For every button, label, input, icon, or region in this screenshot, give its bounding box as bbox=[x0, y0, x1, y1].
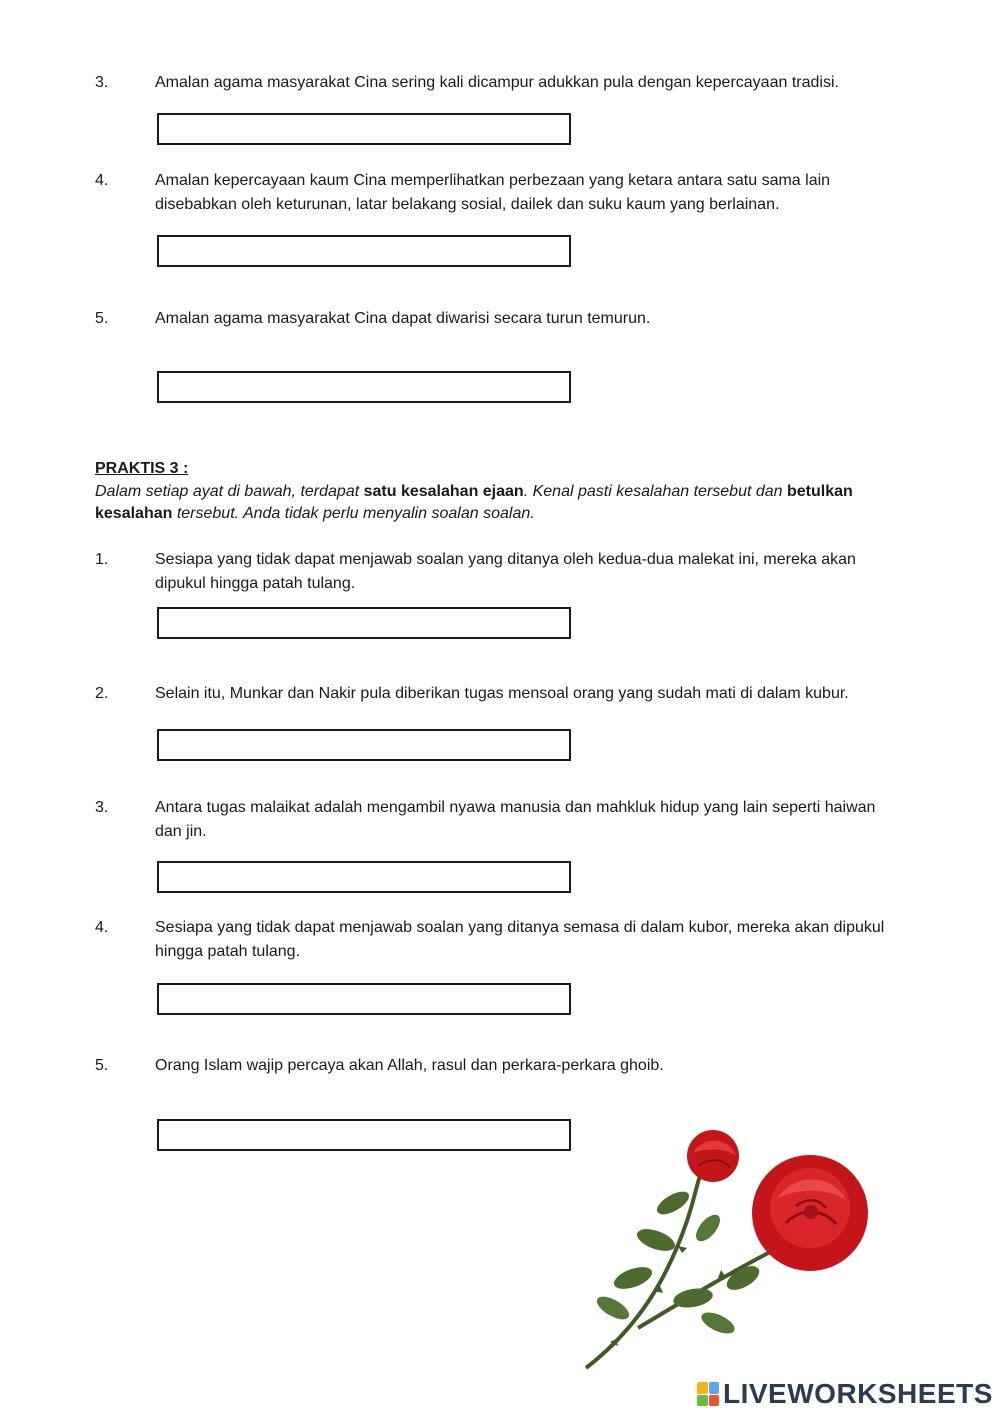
question-number: 3. bbox=[95, 799, 109, 816]
instruction-text: tersebut. Anda tidak perlu menyalin soalan soalan. bbox=[172, 505, 535, 522]
instruction-text: . Kenal pasti kesalahan tersebut dan bbox=[523, 483, 787, 500]
question-text: Amalan kepercayaan kaum Cina memperlihatkan perbezaan yang ketara antara satu sama lain disebabkan oleh keturunan, latar belakang sosial, dailek dan suku kaum yang berlainan. bbox=[155, 172, 831, 213]
logo-text: LIVEWORKSHEETS bbox=[723, 1378, 993, 1409]
liveworksheets-logo[interactable] bbox=[697, 1376, 993, 1412]
instruction-text: Dalam setiap ayat di bawah, terdapat bbox=[95, 483, 364, 500]
instruction-bold-text: betulkan kesalahan bbox=[95, 483, 853, 522]
question-number: 1. bbox=[95, 551, 109, 568]
answer-box[interactable] bbox=[157, 861, 571, 893]
answer-box[interactable] bbox=[157, 729, 571, 761]
question-item bbox=[95, 71, 905, 95]
instruction-bold-text: satu kesalahan ejaan bbox=[363, 483, 524, 500]
answer-box[interactable] bbox=[157, 1119, 571, 1151]
question-text: Amalan agama masyarakat Cina sering kali dicampur adukkan pula dengan kepercayaan tradisi. bbox=[155, 74, 839, 91]
question-number: 5. bbox=[95, 310, 109, 327]
question-number: 4. bbox=[95, 919, 109, 936]
question-number: 2. bbox=[95, 685, 109, 702]
question-number: 4. bbox=[95, 172, 109, 189]
question-number: 3. bbox=[95, 74, 109, 91]
question-item bbox=[95, 1054, 905, 1078]
section-instruction bbox=[95, 481, 905, 525]
question-text: Amalan agama masyarakat Cina dapat diwarisi secara turun temurun. bbox=[155, 310, 651, 327]
question-number: 5. bbox=[95, 1057, 109, 1074]
rose-icon bbox=[578, 1128, 878, 1373]
question-text: Selain itu, Munkar dan Nakir pula diberikan tugas mensoal orang yang sudah mati di dalam kubur. bbox=[155, 685, 849, 702]
answer-box[interactable] bbox=[157, 113, 571, 145]
question-item bbox=[95, 548, 905, 596]
answer-box[interactable] bbox=[157, 607, 571, 639]
answer-box[interactable] bbox=[157, 371, 571, 403]
question-text: Sesiapa yang tidak dapat menjawab soalan yang ditanya oleh kedua-dua malekat ini, mereka akan dipukul hingga patah tulang. bbox=[155, 551, 856, 592]
question-item bbox=[95, 682, 915, 706]
question-text: Sesiapa yang tidak dapat menjawab soalan yang ditanya semasa di dalam kubor, mereka akan dipukul hingga patah tulang. bbox=[155, 919, 885, 960]
question-item bbox=[95, 916, 905, 964]
question-item bbox=[95, 307, 905, 331]
liveworksheets-badge-icon bbox=[697, 1382, 719, 1406]
question-item bbox=[95, 169, 905, 217]
question-item bbox=[95, 796, 905, 844]
answer-box[interactable] bbox=[157, 235, 571, 267]
question-text: Orang Islam wajip percaya akan Allah, rasul dan perkara-perkara ghoib. bbox=[155, 1057, 664, 1074]
answer-box[interactable] bbox=[157, 983, 571, 1015]
question-text: Antara tugas malaikat adalah mengambil nyawa manusia dan mahkluk hidup yang lain seperti haiwan dan jin. bbox=[155, 799, 876, 840]
section-heading: PRAKTIS 3 : bbox=[95, 460, 189, 477]
